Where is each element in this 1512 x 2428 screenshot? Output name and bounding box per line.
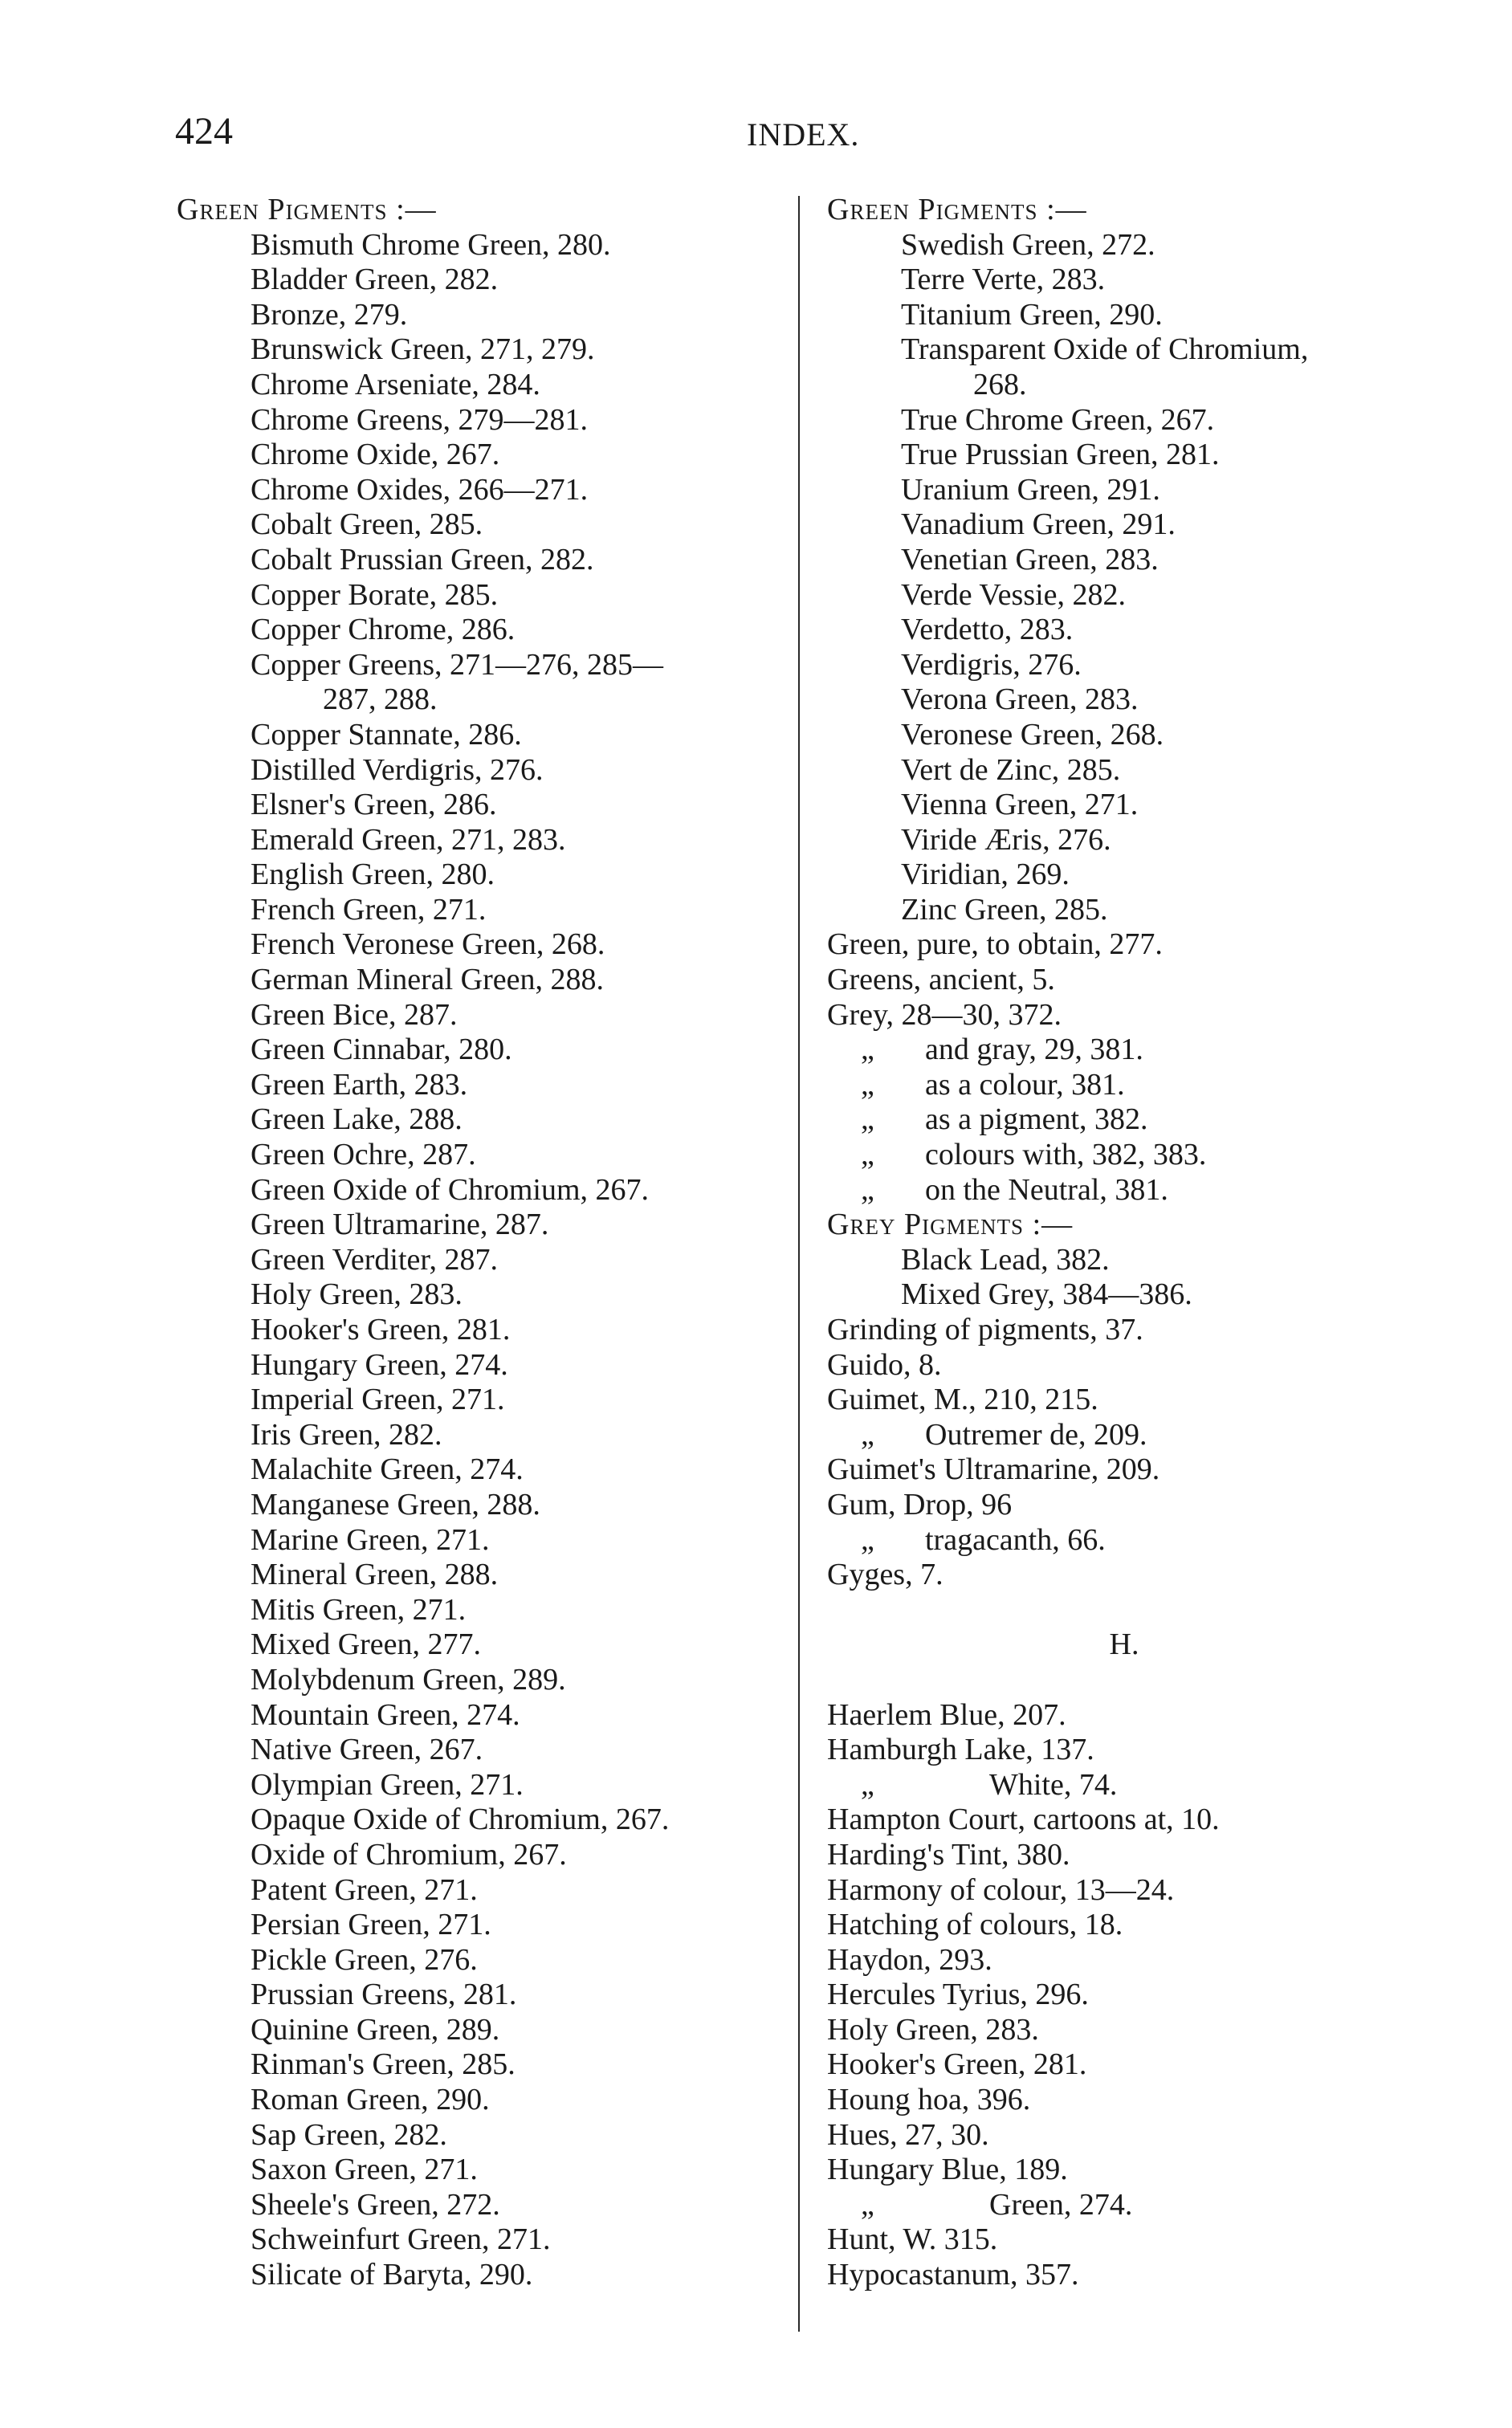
index-entry: Olympian Green, 271. [251,1767,524,1802]
index-entry: Emerald Green, 271, 283. [251,822,566,857]
index-entry: Green Bice, 287. [251,997,458,1032]
index-entry: Verdetto, 283. [901,613,1074,647]
column-divider [798,196,800,2332]
running-title: INDEX. [747,116,860,153]
index-entry: French Veronese Green, 268. [251,927,605,962]
ditto-mark: „ [861,1138,874,1172]
index-subentry [827,1418,1469,1453]
index-entry: Marine Green, 271. [251,1522,490,1557]
index-entry: Mountain Green, 274. [251,1697,520,1732]
subentry-text: Outremer de, 209. [925,1417,1147,1452]
index-entry: Cobalt Green, 285. [251,507,483,542]
index-entry: Verdigris, 276. [901,647,1082,682]
index-entry: Green Ochre, 287. [251,1138,476,1172]
index-entry: Hypocastanum, 357. [827,2258,1079,2292]
index-entry: Brunswick Green, 271, 279. [251,332,595,367]
index-entry: Hooker's Green, 281. [827,2047,1087,2082]
index-entry: Schweinfurt Green, 271. [251,2222,551,2257]
ditto-mark: „ [861,2187,874,2222]
index-entry: Harding's Tint, 380. [827,1837,1070,1872]
index-entry: Hampton Court, cartoons at, 10. [827,1803,1220,1837]
index-entry: Silicate of Baryta, 290. [251,2258,533,2292]
index-entry: Hatching of colours, 18. [827,1908,1123,1942]
index-entry: Holy Green, 283. [251,1277,463,1312]
index-entry: Prussian Greens, 281. [251,1978,517,2012]
index-column-right [827,193,1469,2293]
index-heading: Grey Pigments :— [827,1208,1074,1242]
index-subentry [827,1173,1469,1208]
index-entry: Terre Verte, 283. [901,263,1106,297]
index-entry: Mixed Green, 277. [251,1627,482,1662]
index-entry: English Green, 280. [251,858,495,892]
index-entry: True Chrome Green, 267. [901,402,1215,437]
ditto-mark: „ [861,1033,874,1067]
ditto-mark: „ [861,1522,874,1557]
index-entry: French Green, 271. [251,892,487,927]
index-entry: Green, pure, to obtain, 277. [827,927,1163,962]
index-entry: Holy Green, 283. [827,2012,1039,2047]
index-entry: Hunt, W. 315. [827,2222,998,2257]
index-entry: Hamburgh Lake, 137. [827,1733,1094,1767]
index-entry: Greens, ancient, 5. [827,963,1055,997]
index-entry: Rinman's Green, 285. [251,2047,516,2082]
index-entry: Copper Greens, 271—276, 285— [251,647,663,682]
index-subentry [827,1138,1469,1173]
subentry-text: as a pigment, 382. [925,1102,1148,1137]
index-entry: Green Earth, 283. [251,1067,468,1102]
ditto-mark: „ [861,1172,874,1207]
index-entry: Chrome Arseniate, 284. [251,367,540,401]
index-entry: Mitis Green, 271. [251,1592,467,1627]
index-entry: Guido, 8. [827,1347,942,1382]
index-subentry [827,1033,1469,1068]
index-entry: Bronze, 279. [251,297,408,332]
index-entry: Gyges, 7. [827,1558,943,1592]
index-entry: Haydon, 293. [827,1942,992,1977]
index-entry: Oxide of Chromium, 267. [251,1837,567,1872]
index-subentry [827,1102,1469,1138]
index-entry: Elsner's Green, 286. [251,788,497,822]
index-entry: Patent Green, 271. [251,1872,478,1907]
ditto-mark: „ [861,1102,874,1137]
page-header [0,109,1512,157]
subentry-text: and gray, 29, 381. [925,1033,1143,1067]
index-heading: Green Pigments :— [827,193,1087,226]
index-subentry [827,1068,1469,1103]
subentry-text: tragacanth, 66. [925,1522,1106,1557]
index-entry: Haerlem Blue, 207. [827,1697,1066,1732]
index-entry: Green Cinnabar, 280. [251,1033,512,1067]
index-entry: Quinine Green, 289. [251,2012,500,2047]
ditto-mark: „ [861,1767,874,1802]
ditto-mark: „ [861,1067,874,1102]
index-entry: Hooker's Green, 281. [251,1313,511,1346]
ditto-mark: „ [861,1417,874,1452]
index-entry: German Mineral Green, 288. [251,963,605,997]
index-entry: Vert de Zinc, 285. [901,752,1121,787]
index-entry: Grey, 28—30, 372. [827,997,1062,1032]
index-entry: Imperial Green, 271. [251,1383,505,1417]
index-entry: Chrome Oxides, 266—271. [251,472,589,507]
subentry-text: White, 74. [989,1767,1118,1802]
index-subentry [827,1768,1469,1803]
section-letter: H. [1109,1627,1139,1662]
index-entry: Houng hoa, 396. [827,2083,1031,2117]
index-column-left [177,193,787,2293]
index-entry: Harmony of colour, 13—24. [827,1872,1175,1907]
index-entry: Gum, Drop, 96 [827,1487,1013,1522]
page-number: 424 [175,110,233,153]
index-entry: Guimet, M., 210, 215. [827,1383,1098,1417]
index-entry: Venetian Green, 283. [901,542,1159,576]
index-entry: Titanium Green, 290. [901,297,1163,332]
index-entry: Chrome Greens, 279—281. [251,402,589,437]
index-entry: Green Verditer, 287. [251,1242,499,1277]
index-entry: Vienna Green, 271. [901,788,1139,822]
index-entry-continuation: 287, 288. [323,682,438,717]
index-entry: Black Lead, 382. [901,1242,1110,1277]
index-entry: Mineral Green, 288. [251,1558,499,1592]
index-entry: Saxon Green, 271. [251,2153,478,2187]
index-entry: Viridian, 269. [901,858,1070,892]
index-entry: Zinc Green, 285. [901,892,1108,927]
subentry-text: Green, 274. [989,2187,1133,2222]
index-entry: Bismuth Chrome Green, 280. [251,227,611,262]
index-entry: True Prussian Green, 281. [901,438,1220,472]
index-entry: Hues, 27, 30. [827,2117,989,2152]
subentry-text: on the Neutral, 381. [925,1172,1168,1207]
index-entry: Iris Green, 282. [251,1417,442,1452]
index-entry: Green Lake, 288. [251,1102,463,1137]
index-entry: Hungary Blue, 189. [827,2153,1068,2187]
index-entry: Pickle Green, 276. [251,1942,478,1977]
index-entry: Roman Green, 290. [251,2083,490,2117]
index-entry: Green Oxide of Chromium, 267. [251,1172,650,1207]
index-entry: Sap Green, 282. [251,2117,447,2152]
index-entry: Verde Vessie, 282. [901,577,1127,612]
index-entry: Persian Green, 271. [251,1908,491,1942]
index-entry-continuation: 268. [973,367,1027,401]
index-entry: Verona Green, 283. [901,682,1139,717]
section-gap [827,1663,1469,1698]
subentry-text: colours with, 382, 383. [925,1138,1207,1172]
index-entry: Hercules Tyrius, 296. [827,1978,1089,2012]
index-subentry [827,1523,1469,1558]
index-entry: Chrome Oxide, 267. [251,438,500,472]
index-entry: Vanadium Green, 291. [901,507,1176,542]
index-entry: Sheele's Green, 272. [251,2187,500,2222]
index-entry: Guimet's Ultramarine, 209. [827,1452,1160,1487]
index-entry: Transparent Oxide of Chromium, [901,332,1309,367]
index-entry: Malachite Green, 274. [251,1452,524,1487]
index-entry: Distilled Verdigris, 276. [251,752,544,787]
index-entry: Copper Stannate, 286. [251,717,522,752]
index-subentry [827,2188,1469,2223]
subentry-text: as a colour, 381. [925,1067,1125,1102]
index-entry: Mixed Grey, 384—386. [901,1277,1192,1312]
section-gap [827,1593,1469,1628]
index-entry: Hungary Green, 274. [251,1347,508,1382]
index-entry: Uranium Green, 291. [901,472,1160,507]
index-entry: Molybdenum Green, 289. [251,1662,566,1697]
index-entry: Cobalt Prussian Green, 282. [251,542,594,576]
index-entry: Veronese Green, 268. [901,717,1164,752]
index-entry: Native Green, 267. [251,1733,483,1767]
index-entry: Opaque Oxide of Chromium, 267. [251,1803,670,1837]
index-entry: Bladder Green, 282. [251,263,499,297]
index-entry: Copper Chrome, 286. [251,613,516,647]
index-entry: Viride Æris, 276. [901,822,1111,857]
index-heading: Green Pigments :— [177,193,437,226]
index-entry: Manganese Green, 288. [251,1487,540,1522]
index-entry: Grinding of pigments, 37. [827,1313,1143,1346]
index-entry: Green Ultramarine, 287. [251,1208,549,1242]
index-entry: Copper Borate, 285. [251,577,499,612]
index-entry: Swedish Green, 272. [901,227,1155,262]
